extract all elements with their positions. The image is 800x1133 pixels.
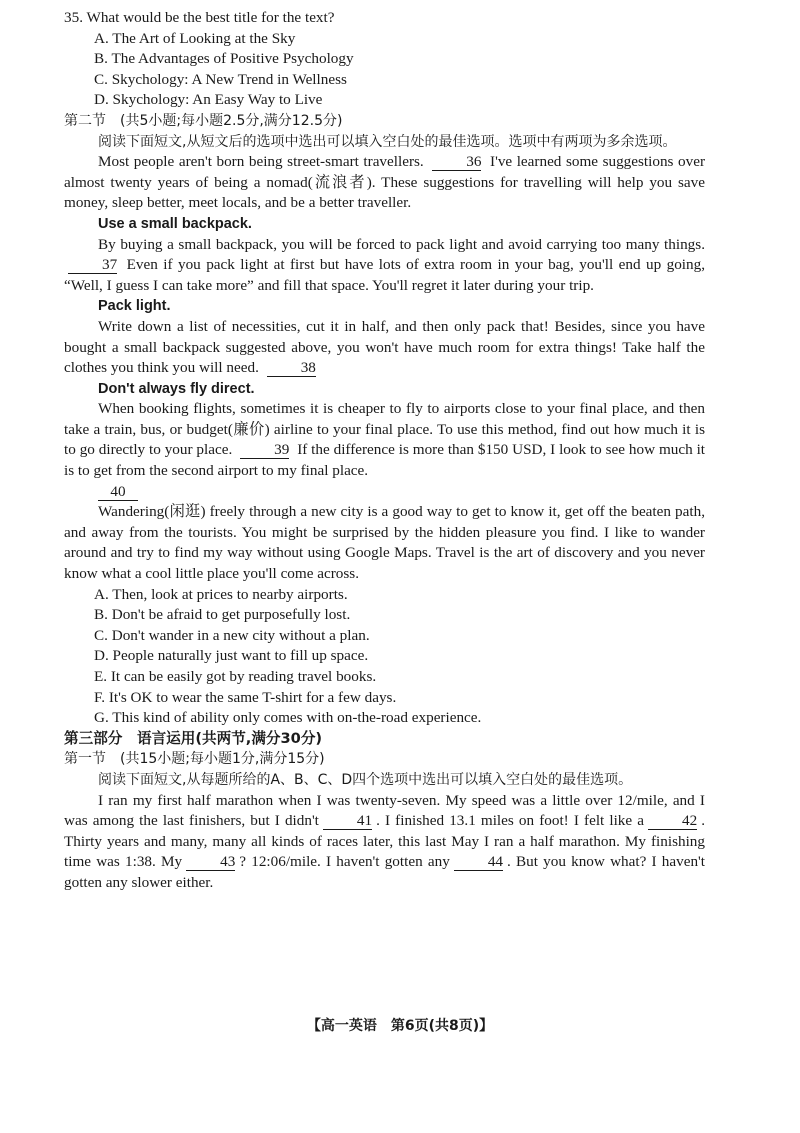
option-g: G. This kind of ability only comes with on-the-road experience. <box>94 709 482 727</box>
cloze-text: I ran my first half marathon when I was twenty-seven. My speed was a little over 12/mile, and I was among the last finishers, but I didn't <box>64 791 705 830</box>
part-3-section-1-title: 第一节 (共15小题;每小题1分,满分15分) <box>64 751 325 768</box>
blank-40-line <box>64 482 705 503</box>
passage-intro <box>64 152 705 214</box>
subheading-small-backpack: Use a small backpack. <box>98 215 252 232</box>
paragraph-text: Even if you pack light at first but have lots of extra room in your bag, you'll end up going, “Well, I guess I can take more” and fill that space. You'll regret it later during your trip. <box>64 256 705 294</box>
option-d: D. People naturally just want to fill up space. <box>94 647 369 665</box>
question-35-stem: 35. What would be the best title for the text? <box>64 9 335 26</box>
question-35-option-d: D. Skychology: An Easy Way to Live <box>94 91 323 109</box>
part-3-title: 第三部分 语言运用(共两节,满分30分) <box>64 729 323 747</box>
question-35-option-a: A. The Art of Looking at the Sky <box>94 29 296 47</box>
option-f: F. It's OK to wear the same T-shirt for a few days. <box>94 688 397 706</box>
blank-44: 44 <box>454 853 503 871</box>
paragraph-small-backpack <box>64 235 705 297</box>
blank-43: 43 <box>186 853 235 871</box>
paragraph-text: If the difference is more than $150 USD, I look to see how much it is to get from the second airport to my final place. <box>64 441 706 480</box>
cloze-text: . I finished 13.1 miles on foot! I felt like a <box>376 812 645 830</box>
blank-42: 42 <box>648 812 697 830</box>
section-2-title: 第二节 (共5小题;每小题2.5分,满分12.5分) <box>64 112 343 129</box>
cloze-text: ? 12:06/mile. I haven't gotten any <box>239 853 450 871</box>
question-35-option-b: B. The Advantages of Positive Psychology <box>94 50 354 68</box>
option-a: A. Then, look at prices to nearby airports. <box>94 585 348 603</box>
paragraph-fly-direct <box>64 399 705 481</box>
question-35-option-c: C. Skychology: A New Trend in Wellness <box>94 70 347 88</box>
blank-39: 39 <box>240 441 289 459</box>
paragraph-text: Write down a list of necessities, cut it in half, and then only pack that! Besides, since you have bought a small backpack suggested above, you won't have much room for extra things! Take half the clothes you think you will need. <box>64 317 705 377</box>
passage-intro-text-b: I've learned some suggestions over almost twenty years of being a nomad(流浪者). These suggestions for travelling will help you save money, sleep better, meet locals, and be a better traveller. <box>64 153 706 212</box>
subheading-fly-direct: Don't always fly direct. <box>98 380 255 397</box>
paragraph-text: By buying a small backpack, you will be forced to pack light and avoid carrying too many things. <box>98 235 705 253</box>
blank-36: 36 <box>432 153 481 171</box>
section-2-instruction: 阅读下面短文,从短文后的选项中选出可以填入空白处的最佳选项。选项中有两项为多余选项。 <box>98 133 677 150</box>
option-c: C. Don't wander in a new city without a plan. <box>94 626 370 644</box>
cloze-passage <box>64 791 705 894</box>
option-e: E. It can be easily got by reading travel books. <box>94 668 377 685</box>
blank-37: 37 <box>68 256 117 274</box>
part-3-instruction: 阅读下面短文,从每题所给的A、B、C、D四个选项中选出可以填入空白处的最佳选项。 <box>98 771 633 788</box>
cloze-text: . Thirty years and many, many all kinds of races later, this last May I ran a half marathon. My finishing time was 1:38. My <box>64 812 705 871</box>
subheading-pack-light: Pack light. <box>98 298 171 315</box>
page-footer: 【高一英语 第6页(共8页)】 <box>306 1018 494 1034</box>
paragraph-wandering: Wandering(闲逛) freely through a new city is a good way to get to know it, get off the beaten path, and away from the tourists. You might be surprised by the hidden pleasure you find. I like to wander around and try to find my way without using Google Maps. Travel is the art of discovery and you never know what a cool little place you'll come across. <box>64 503 705 583</box>
blank-41: 41 <box>323 812 372 830</box>
blank-40: 40 <box>98 483 138 501</box>
paragraph-pack-light <box>64 317 705 379</box>
passage-intro-text-a: Most people aren't born being street-smart travellers. <box>98 153 424 171</box>
blank-38: 38 <box>267 359 316 377</box>
paragraph-text: When booking flights, sometimes it is cheaper to fly to airports close to your final place, and then take a train, bus, or budget(廉价) airline to your final place. To use this method, find out how much it is to go directly to your place. <box>64 400 705 459</box>
option-b: B. Don't be afraid to get purposefully lost. <box>94 606 351 624</box>
cloze-text: . But you know what? I haven't gotten any slower either. <box>64 853 706 891</box>
